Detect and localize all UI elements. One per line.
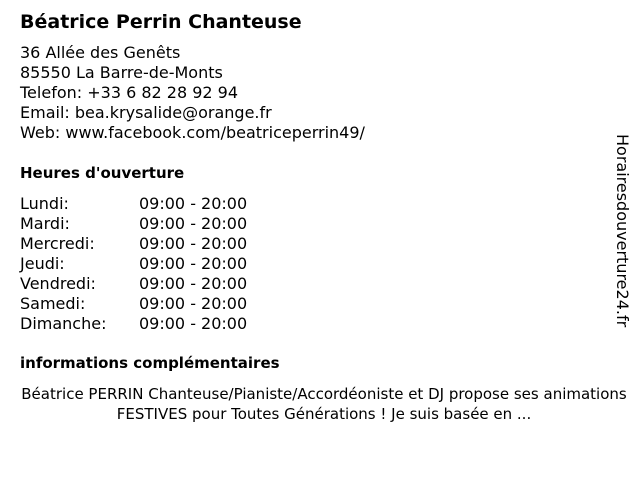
site-watermark: Horairesdouverture24.fr	[613, 134, 632, 328]
opening-hours-heading: Heures d'ouverture	[20, 164, 185, 182]
contact-block	[20, 43, 365, 143]
address-city: 85550 La Barre-de-Monts	[20, 63, 223, 82]
business-name: Béatrice Perrin Chanteuse	[20, 11, 302, 33]
time-range: 09:00 - 20:00	[139, 234, 248, 253]
time-range: 09:00 - 20:00	[139, 274, 248, 293]
address-street: 36 Allée des Genêts	[20, 43, 181, 62]
time-range: 09:00 - 20:00	[139, 214, 248, 233]
website: Web: www.facebook.com/beatriceperrin49/	[20, 123, 365, 142]
day-label: Jeudi:	[20, 254, 65, 273]
time-range: 09:00 - 20:00	[139, 254, 248, 273]
additional-info-text: Béatrice PERRIN Chanteuse/Pianiste/Accordéoniste et DJ propose ses animations FESTIVES pour Toutes Générations ! Je suis basée en ...	[21, 385, 627, 423]
day-label: Samedi:	[20, 294, 86, 313]
day-label: Mercredi:	[20, 234, 95, 253]
phone-number: Telefon: +33 6 82 28 92 94	[20, 83, 239, 102]
additional-info-heading: informations complémentaires	[20, 354, 280, 372]
email-address: Email: bea.krysalide@orange.fr	[20, 103, 272, 122]
day-label: Lundi:	[20, 194, 69, 213]
day-label: Vendredi:	[20, 274, 96, 293]
day-label: Dimanche:	[20, 314, 107, 333]
time-range: 09:00 - 20:00	[139, 314, 248, 333]
day-label: Mardi:	[20, 214, 70, 233]
time-range: 09:00 - 20:00	[139, 194, 248, 213]
time-range: 09:00 - 20:00	[139, 294, 248, 313]
